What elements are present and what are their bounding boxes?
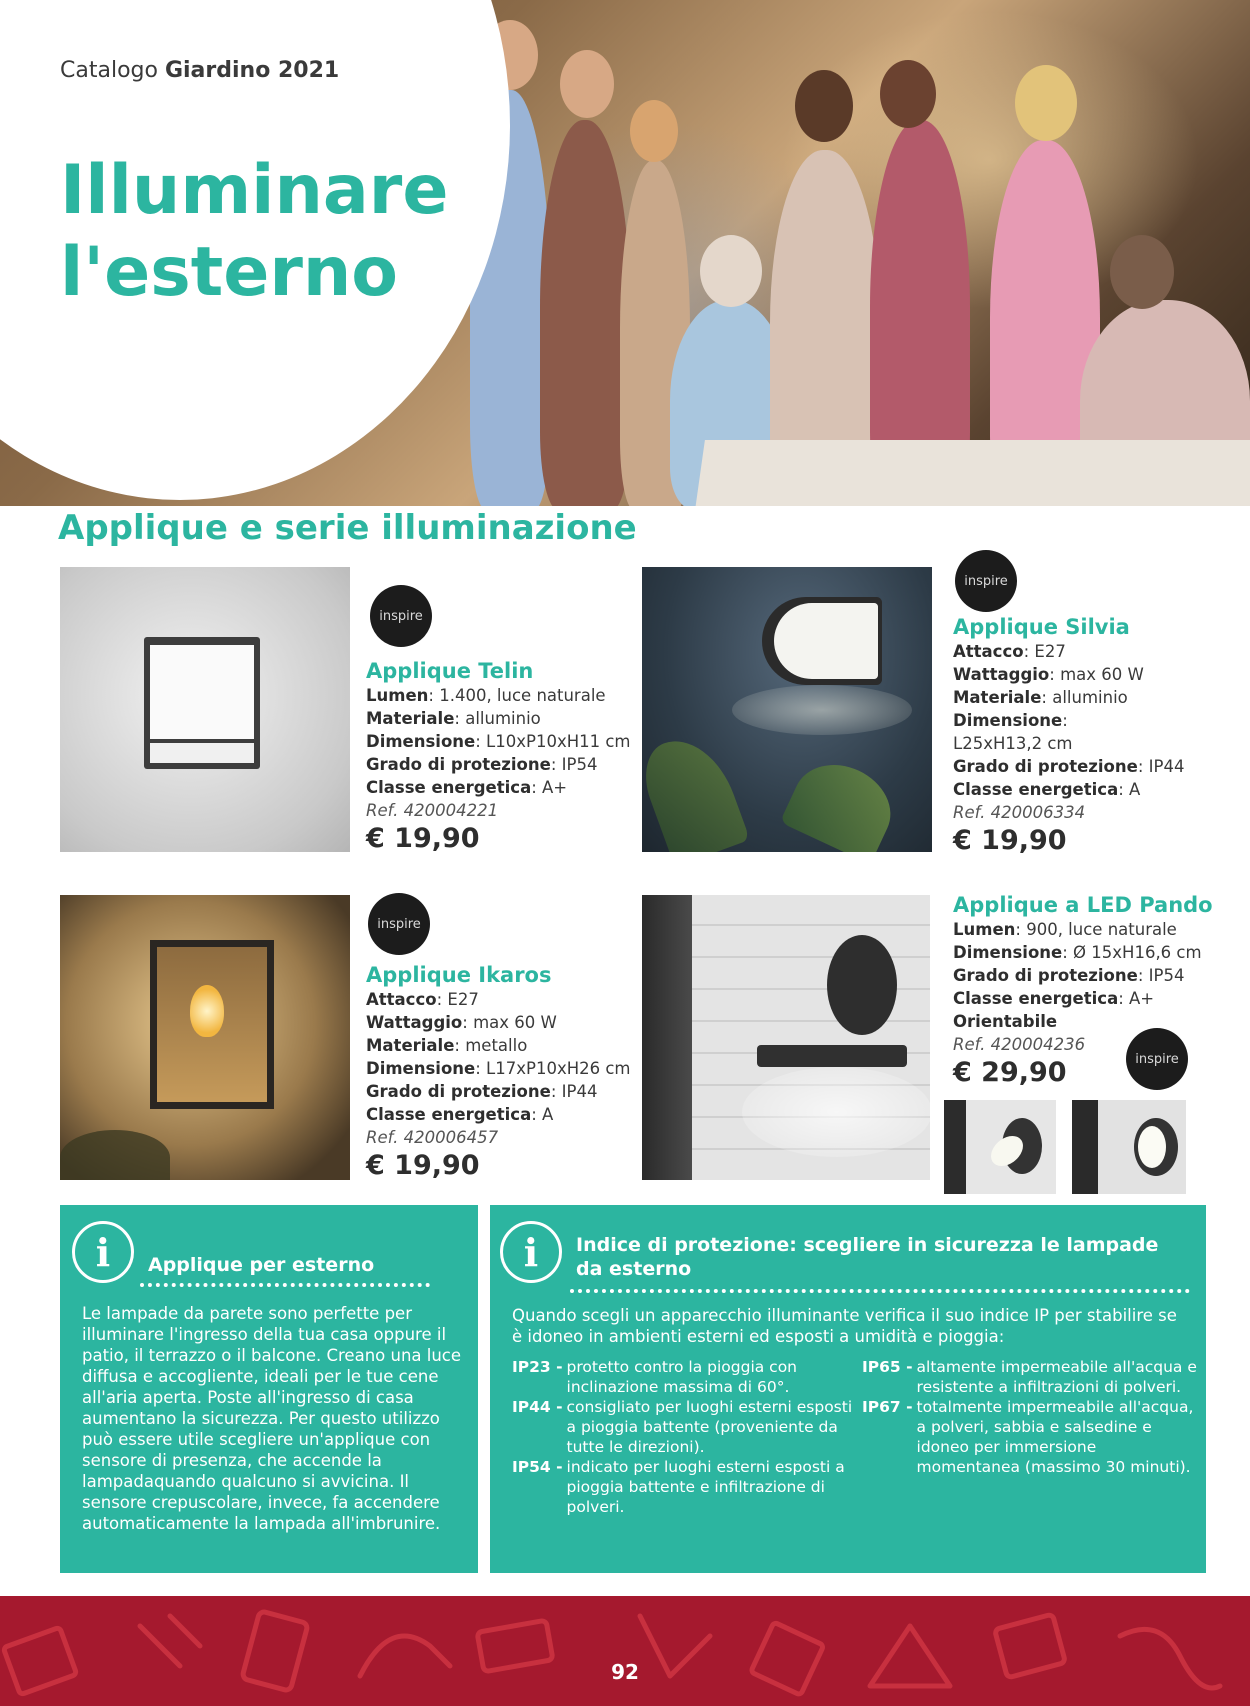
product-image-ikaros (60, 895, 350, 1180)
product-image-silvia (642, 567, 932, 852)
ip-item: IP65 - altamente impermeabile all'acqua e resistente a infiltrazioni di polveri. (862, 1358, 1197, 1396)
info-body: Le lampade da parete sono perfette per illuminare l'ingresso della tua casa oppure il patio, il terrazzo o il balcone. Creano una luce diffusa e accogliente, ideali per le tue cene all'aria aperta. Poste all'ingresso di casa aumentano la sicurezza. Per questo utilizzo può essere utile scegliere un'applique con sensore di presenza, che accende la lampadaquando qualcuno si avvicina. Il sensore crepuscolare, invece, fa accendere automaticamente la lampada all'imbrunire. (82, 1304, 462, 1533)
info-icon: i (500, 1221, 562, 1283)
ip-item: IP54 - indicato per luoghi esterni esposti a pioggia battente e infiltrazione di polveri. (512, 1458, 845, 1516)
product-pando (953, 892, 1233, 1090)
inspire-logo-pando: inspire (1126, 1028, 1188, 1090)
spec-wattaggio: Wattaggio: max 60 W (953, 665, 1144, 684)
product-price: € 19,90 (953, 825, 1067, 856)
product-name: Applique Ikaros (366, 963, 552, 987)
ip-item: IP44 - consigliato per luoghi esterni esposti a pioggia battente (proveniente da tutte le direzioni). (512, 1398, 853, 1456)
spec-protezione: Grado di protezione: IP54 (366, 755, 598, 774)
product-name: Applique a LED Pando (953, 893, 1213, 917)
product-silvia (953, 614, 1223, 858)
inspire-logo-silvia: inspire (955, 550, 1017, 612)
spec-classe: Classe energetica: A+ (953, 989, 1155, 1008)
page-number: 92 (611, 1660, 639, 1684)
spec-protezione: Grado di protezione: IP54 (953, 966, 1185, 985)
catalog-label: Catalogo Giardino 2021 (60, 58, 340, 83)
spec-wattaggio: Wattaggio: max 60 W (366, 1013, 557, 1032)
info-title: Applique per esterno (148, 1254, 375, 1276)
product-telin (366, 658, 636, 856)
product-ref: Ref. 420006457 (366, 1128, 499, 1147)
spec-classe: Classe energetica: A (953, 780, 1141, 799)
spec-lumen: Lumen: 1.400, luce naturale (366, 686, 606, 705)
tools-pattern (0, 1596, 1250, 1706)
dotted-divider (570, 1289, 1190, 1293)
spec-materiale: Materiale: alluminio (953, 688, 1128, 707)
pando-detail-image-1 (944, 1100, 1056, 1194)
info-title: Indice di protezione: scegliere in sicurezza le lampade da esterno (576, 1234, 1159, 1280)
product-image-telin (60, 567, 350, 852)
info-box-protezione (490, 1205, 1206, 1573)
product-price: € 19,90 (366, 1150, 480, 1181)
product-ref: Ref. 420006334 (953, 803, 1086, 822)
spec-materiale: Materiale: alluminio (366, 709, 541, 728)
info-intro: Quando scegli un apparecchio illuminante verifica il suo indice IP per stabilire se è idoneo in ambienti esterni ed esposti a umidità e pioggia: (512, 1306, 1177, 1346)
spec-attacco: Attacco: E27 (953, 642, 1066, 661)
spec-dimensione: Dimensione: L17xP10xH26 cm (366, 1059, 631, 1078)
info-box-applique (60, 1205, 478, 1573)
product-ref: Ref. 420004221 (366, 801, 499, 820)
product-price: € 29,90 (953, 1057, 1067, 1088)
info-icon: i (72, 1221, 134, 1283)
spec-orientabile: Orientabile (953, 1012, 1058, 1031)
product-name: Applique Telin (366, 659, 534, 683)
footer-band (0, 1596, 1250, 1706)
page-title: Illuminare l'esterno (60, 151, 449, 312)
product-ref: Ref. 420004236 (953, 1035, 1086, 1054)
product-price: € 19,90 (366, 823, 480, 854)
spec-classe: Classe energetica: A (366, 1105, 554, 1124)
product-ikaros (366, 962, 636, 1183)
dotted-divider (140, 1283, 430, 1287)
product-name: Applique Silvia (953, 615, 1130, 639)
spec-protezione: Grado di protezione: IP44 (366, 1082, 598, 1101)
spec-protezione: Grado di protezione: IP44 (953, 757, 1185, 776)
ip-item: IP67 - totalmente impermeabile all'acqua, a polveri, sabbia e salsedine e idoneo per immersione momentanea (massimo 30 minuti). (862, 1398, 1194, 1476)
spec-materiale: Materiale: metallo (366, 1036, 528, 1055)
spec-dimensione: Dimensione: Ø 15xH16,6 cm (953, 943, 1202, 962)
spec-lumen: Lumen: 900, luce naturale (953, 920, 1177, 939)
spec-dimensione: Dimensione: L10xP10xH11 cm (366, 732, 631, 751)
section-title: Applique e serie illuminazione (58, 508, 637, 548)
spec-dimensione: Dimensione: L25xH13,2 cm (953, 711, 1073, 753)
ip-list-left (512, 1357, 857, 1517)
ip-list-right (862, 1357, 1200, 1477)
spec-classe: Classe energetica: A+ (366, 778, 568, 797)
inspire-logo-telin: inspire (370, 585, 432, 647)
ip-item: IP23 - protetto contro la pioggia con inclinazione massima di 60°. (512, 1358, 798, 1396)
pando-detail-image-2 (1072, 1100, 1186, 1194)
product-image-pando (642, 895, 930, 1180)
spec-attacco: Attacco: E27 (366, 990, 479, 1009)
inspire-logo-ikaros: inspire (368, 893, 430, 955)
